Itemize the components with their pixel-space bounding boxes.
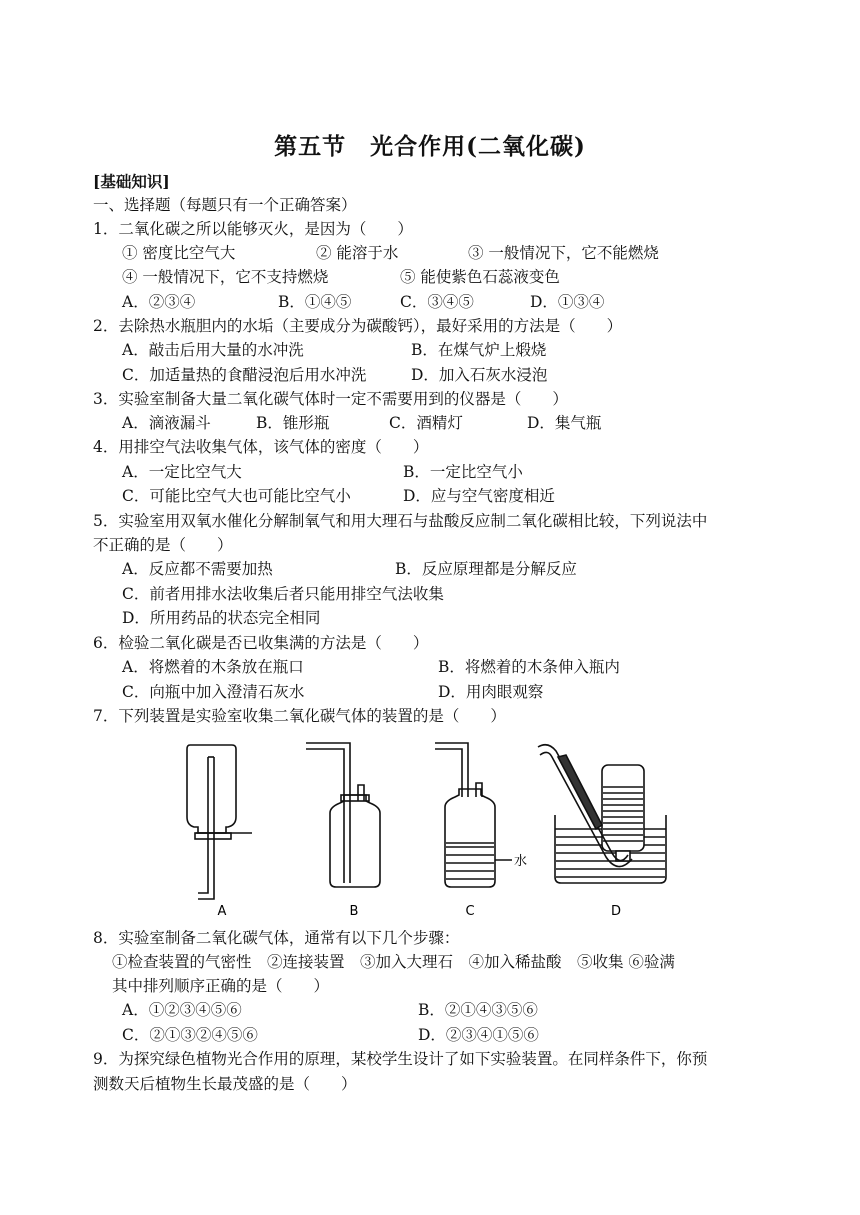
question-1-statement-3: ③ 一般情况下，它不能燃烧 <box>468 244 659 262</box>
question-1-option-d: D．①③④ <box>530 293 605 311</box>
question-2-option-b: B．在煤气炉上煅烧 <box>411 341 547 359</box>
question-8-option-a: A．①②③④⑤⑥ <box>122 1001 242 1019</box>
question-2-option-a: A．敲击后用大量的水冲洗 <box>122 341 304 359</box>
question-5-option-a: A．反应都不需要加热 <box>122 560 273 578</box>
figure-label-c: C <box>465 904 475 915</box>
question-6-option-a: A．将燃着的木条放在瓶口 <box>122 658 304 676</box>
question-2-option-d: D．加入石灰水浸泡 <box>411 366 548 384</box>
question-8-stem: 8．实验室制备二氧化碳气体，通常有以下几个步骤： <box>93 929 460 947</box>
question-1-option-c: C．③④⑤ <box>400 293 474 311</box>
question-1-stem: 1．二氧化碳之所以能够灭火，是因为（ ） <box>93 220 413 238</box>
question-1-option-a: A．②③④ <box>122 293 196 311</box>
question-8-option-d: D．②③④①⑤⑥ <box>418 1026 539 1044</box>
question-1-statement-4: ④ 一般情况下，它不支持燃烧 <box>122 268 329 286</box>
question-3-option-a: A．滴液漏斗 <box>122 414 211 432</box>
apparatus-d <box>538 745 666 883</box>
question-7-stem: 7．下列装置是实验室收集二氧化碳气体的装置的是（ ） <box>93 707 506 725</box>
question-2-stem: 2．去除热水瓶胆内的水垢（主要成分为碳酸钙），最好采用的方法是（ ） <box>93 317 623 335</box>
question-1-statement-2: ② 能溶于水 <box>316 244 399 262</box>
question-5-stem-line-2: 不正确的是（ ） <box>93 536 233 554</box>
question-5-stem-line-1: 5．实验室用双氧水催化分解制氧气和用大理石与盐酸反应制二氧化碳相比较，下列说法中 <box>93 512 708 530</box>
water-label: 水 <box>514 854 528 869</box>
question-9-stem-line-2: 测数天后植物生长最茂盛的是（ ） <box>93 1075 357 1093</box>
question-6-stem: 6．检验二氧化碳是否已收集满的方法是（ ） <box>93 634 429 652</box>
question-4-option-c: C．可能比空气大也可能比空气小 <box>122 487 351 505</box>
question-3-option-d: D．集气瓶 <box>527 414 602 432</box>
question-4-option-a: A．一定比空气大 <box>122 463 242 481</box>
question-4-option-d: D．应与空气密度相近 <box>403 487 555 505</box>
question-6-option-c: C．向瓶中加入澄清石灰水 <box>122 683 305 701</box>
question-1-statement-5: ⑤ 能使紫色石蕊液变色 <box>400 268 560 286</box>
figure-label-b: B <box>349 904 359 915</box>
section-header: [基础知识] <box>93 172 170 191</box>
question-5-option-d: D．所用药品的状态完全相同 <box>122 609 321 627</box>
question-5-option-b: B．反应原理都是分解反应 <box>395 560 577 578</box>
apparatus-b <box>306 743 380 887</box>
question-6-option-b: B．将燃着的木条伸入瓶内 <box>438 658 620 676</box>
apparatus-c <box>435 743 512 887</box>
question-2-option-c: C．加适量热的食醋浸泡后用水冲洗 <box>122 366 367 384</box>
question-8-steps: ①检查装置的气密性 ②连接装置 ③加入大理石 ④加入稀盐酸 ⑤收集 ⑥验满 <box>112 953 675 971</box>
question-6-option-d: D．用肉眼观察 <box>438 683 544 701</box>
question-8-option-b: B．②①④③⑤⑥ <box>418 1001 538 1019</box>
question-3-stem: 3．实验室制备大量二氧化碳气体时一定不需要用到的仪器是（ ） <box>93 390 568 408</box>
apparatus-diagram <box>150 735 670 915</box>
question-1-statement-1: ① 密度比空气大 <box>122 244 236 262</box>
question-8-option-c: C．②①③②④⑤⑥ <box>122 1026 258 1044</box>
question-9-stem-line-1: 9．为探究绿色植物光合作用的原理，某校学生设计了如下实验装置。在同样条件下，你预 <box>93 1050 708 1068</box>
question-5-option-c: C．前者用排水法收集后者只能用排空气法收集 <box>122 585 444 603</box>
page-title: 第五节 光合作用(二氧化碳) <box>274 133 586 160</box>
figure-label-a: A <box>217 904 227 915</box>
part-header: 一、选择题（每题只有一个正确答案） <box>93 196 357 214</box>
question-1-option-b: B．①④⑤ <box>278 293 352 311</box>
apparatus-a <box>187 745 252 899</box>
gas-collection-apparatus-figure <box>150 735 670 915</box>
question-3-option-c: C．酒精灯 <box>389 414 463 432</box>
figure-label-d: D <box>610 904 622 915</box>
question-8-ask: 其中排列顺序正确的是（ ） <box>112 977 330 995</box>
question-3-option-b: B．锥形瓶 <box>256 414 330 432</box>
question-4-stem: 4．用排空气法收集气体，该气体的密度（ ） <box>93 438 429 456</box>
question-4-option-b: B．一定比空气小 <box>403 463 523 481</box>
